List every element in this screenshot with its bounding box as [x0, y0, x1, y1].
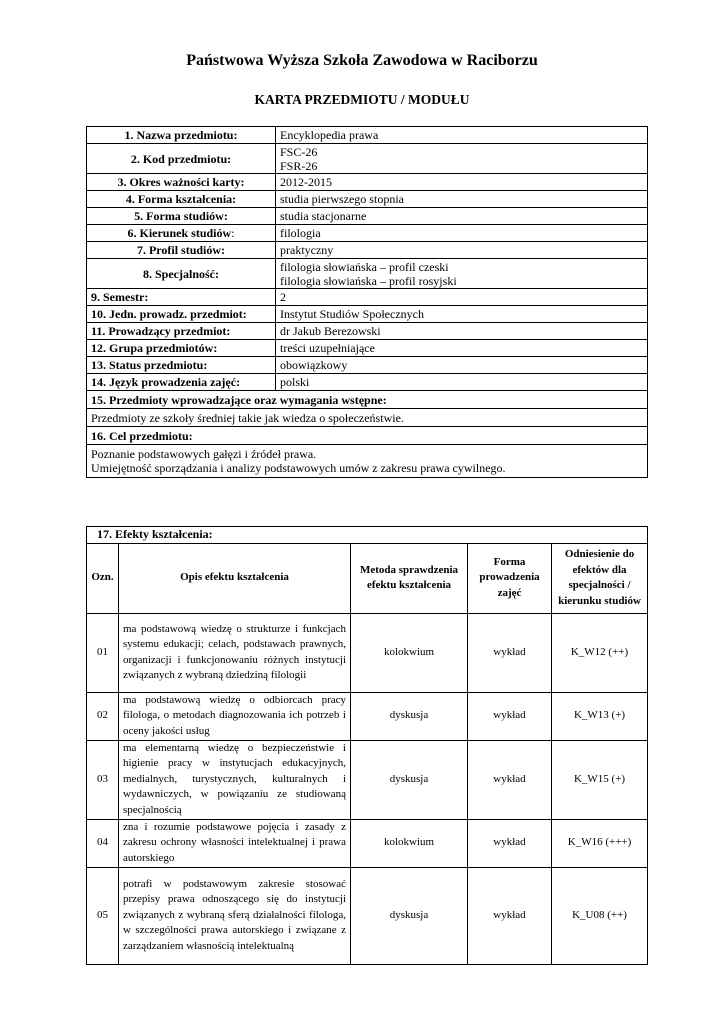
section-text-line: Umiejętność sporządzania i analizy podstawowych umów z zakresu prawa cywilnego. [91, 461, 506, 475]
info-value-line: filologia słowiańska – profil rosyjski [280, 273, 457, 288]
section15-text-row [87, 409, 648, 427]
info-value: 2 [276, 289, 648, 306]
table-row [87, 867, 648, 964]
info-row-unit [87, 306, 648, 323]
info-label: 9. Semestr: [87, 289, 276, 306]
section-text: Przedmioty ze szkoły średniej takie jak wiedza o społeczeństwie. [87, 409, 648, 427]
info-value-line: FSR-26 [280, 158, 318, 173]
outcome-code: 03 [87, 740, 119, 819]
info-value: treści uzupełniające [276, 340, 648, 357]
outcome-method: dyskusja [351, 867, 468, 964]
outcome-reference: K_U08 (++) [552, 867, 648, 964]
info-value: studia stacjonarne [276, 208, 648, 225]
column-header-odniesienie: Odniesienie do efektów dla specjalności / kierunku studiów [552, 543, 648, 613]
outcome-method: kolokwium [351, 613, 468, 692]
outcome-description: zna i rozumie podstawowe pojęcia i zasady z zakresu ochrony własności intelektualnej i prawa autorskiego [119, 819, 351, 867]
info-row-name [87, 127, 648, 144]
info-label: 10. Jedn. prowadz. przedmiot: [87, 306, 276, 323]
info-label: 1. Nazwa przedmiotu: [87, 127, 276, 144]
info-row-language [87, 374, 648, 391]
column-header-opis: Opis efektu kształcenia [119, 543, 351, 613]
outcome-form: wykład [468, 613, 552, 692]
info-row-field [87, 225, 648, 242]
info-row-profile [87, 242, 648, 259]
outcome-description: potrafi w podstawowym zakresie stosować przepisy prawa odnoszącego się do instytucji związanych z wybraną sferą działalności filologa, w szczególności prawa autorskiego i związane z zarządzaniem własnością intelektualną [119, 867, 351, 964]
column-header-ozn: Ozn. [87, 543, 119, 613]
outcome-reference: K_W12 (++) [552, 613, 648, 692]
info-row-group [87, 340, 648, 357]
info-row-education-form [87, 191, 648, 208]
info-value [276, 259, 648, 289]
outcome-reference: K_W16 (+++) [552, 819, 648, 867]
outcome-reference: K_W15 (+) [552, 740, 648, 819]
section16-heading-row [87, 427, 648, 445]
institution-title: Państwowa Wyższa Szkoła Zawodowa w Raciborzu [186, 52, 538, 69]
info-label: 13. Status przedmiotu: [87, 357, 276, 374]
table-row [87, 740, 648, 819]
outcome-description: ma podstawową wiedzę o odbiorcach pracy filologa, o metodach diagnozowania ich potrzeb i oceny jakości usług [119, 692, 351, 740]
info-label [87, 225, 276, 242]
section-text-line: Poznanie podstawowych gałęzi i źródeł prawa. [91, 447, 317, 461]
section16-text-row [87, 445, 648, 478]
info-row-lecturer [87, 323, 648, 340]
info-label: 14. Język prowadzenia zajęć: [87, 374, 276, 391]
outcome-description: ma podstawową wiedzę o strukturze i funkcjach systemu edukacji; celach, podstawach prawnych, organizacji i funkcjonowaniu różnych instytucji związanych z wybraną dziedziną filologii [119, 613, 351, 692]
info-value: studia pierwszego stopnia [276, 191, 648, 208]
outcome-code: 04 [87, 819, 119, 867]
section-heading: 15. Przedmioty wprowadzające oraz wymagania wstępne: [87, 391, 648, 409]
info-value: 2012-2015 [276, 174, 648, 191]
outcome-form: wykład [468, 740, 552, 819]
info-value [276, 144, 648, 174]
outcome-method: dyskusja [351, 692, 468, 740]
info-label: 3. Okres ważności karty: [87, 174, 276, 191]
outcome-reference: K_W13 (+) [552, 692, 648, 740]
outcomes-header-row [87, 543, 648, 613]
info-row-status [87, 357, 648, 374]
outcome-form: wykład [468, 819, 552, 867]
info-label: 8. Specjalność: [87, 259, 276, 289]
info-value: Encyklopedia prawa [276, 127, 648, 144]
info-label: 2. Kod przedmiotu: [87, 144, 276, 174]
outcome-method: dyskusja [351, 740, 468, 819]
outcome-code: 02 [87, 692, 119, 740]
info-row-validity [87, 174, 648, 191]
info-label-suffix: : [231, 226, 235, 240]
info-value: Instytut Studiów Społecznych [276, 306, 648, 323]
section-text [87, 445, 648, 478]
section15-heading-row [87, 391, 648, 409]
outcome-code: 05 [87, 867, 119, 964]
section-heading: 17. Efekty kształcenia: [87, 527, 648, 544]
column-header-metoda: Metoda sprawdzenia efektu kształcenia [351, 543, 468, 613]
card-title: KARTA PRZEDMIOTU / MODUŁU [254, 92, 470, 107]
table-row [87, 819, 648, 867]
info-row-specialty [87, 259, 648, 289]
outcome-form: wykład [468, 692, 552, 740]
info-value: polski [276, 374, 648, 391]
table-row [87, 692, 648, 740]
info-label-text: 6. Kierunek studiów [127, 226, 232, 240]
outcomes-heading-row [87, 527, 648, 544]
info-value-line: filologia słowiańska – profil czeski [280, 259, 449, 274]
table-row [87, 613, 648, 692]
info-row-semester [87, 289, 648, 306]
info-value-line: FSC-26 [280, 144, 318, 159]
outcome-code: 01 [87, 613, 119, 692]
info-label: 5. Forma studiów: [87, 208, 276, 225]
info-row-code [87, 144, 648, 174]
outcome-method: kolokwium [351, 819, 468, 867]
learning-outcomes-table [86, 526, 648, 965]
info-label: 12. Grupa przedmiotów: [87, 340, 276, 357]
outcome-description: ma elementarną wiedzę o bezpieczeństwie i higienie pracy w instytucjach edukacyjnych, medialnych, turystycznych, kulturalnych i wydawniczych, w powiązaniu ze studiowaną specjalnością [119, 740, 351, 819]
column-header-forma: Forma prowadzenia zajęć [468, 543, 552, 613]
info-value: praktyczny [276, 242, 648, 259]
section-heading: 16. Cel przedmiotu: [87, 427, 648, 445]
info-row-study-form [87, 208, 648, 225]
info-label: 4. Forma kształcenia: [87, 191, 276, 208]
info-value: obowiązkowy [276, 357, 648, 374]
info-value: filologia [276, 225, 648, 242]
info-value: dr Jakub Berezowski [276, 323, 648, 340]
course-info-table [86, 126, 648, 478]
info-label: 7. Profil studiów: [87, 242, 276, 259]
info-label: 11. Prowadzący przedmiot: [87, 323, 276, 340]
outcome-form: wykład [468, 867, 552, 964]
